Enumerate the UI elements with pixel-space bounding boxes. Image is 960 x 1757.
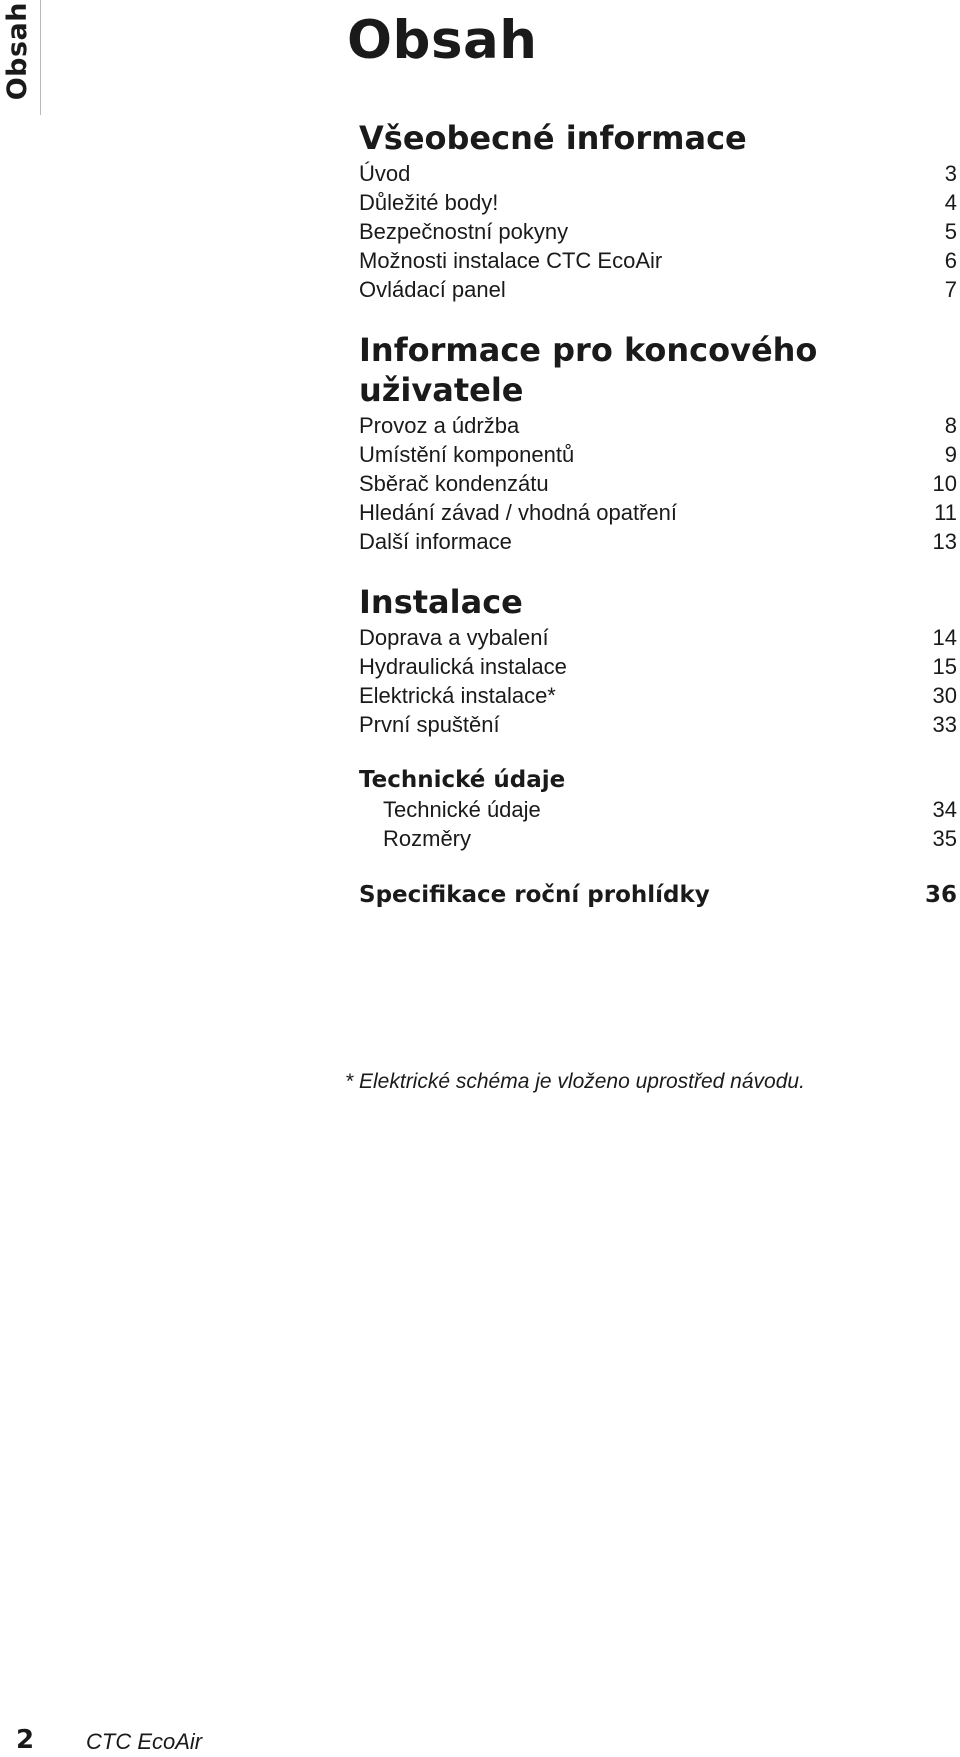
toc-entry[interactable]: Technické údaje 34 <box>383 797 957 822</box>
side-tab <box>0 0 41 115</box>
page-number: 34 <box>932 797 957 822</box>
page-number: 10 <box>932 471 957 496</box>
page-number: 4 <box>944 190 957 215</box>
page-number: 36 <box>924 882 957 908</box>
toc-entry[interactable]: Bezpečnostní pokyny 5 <box>359 219 957 244</box>
toc-entry-annual-inspection[interactable] <box>359 880 957 910</box>
page-number: 11 <box>934 500 957 525</box>
section-heading: Technické údaje <box>359 767 566 793</box>
page-title: Obsah <box>347 10 538 71</box>
page-number: 8 <box>944 413 957 438</box>
page-number: 9 <box>944 442 957 467</box>
toc-entry-title: Specifikace roční prohlídky <box>359 882 710 908</box>
page-number: 3 <box>944 161 957 186</box>
page-number: 6 <box>944 248 957 273</box>
page-number: 30 <box>932 683 957 708</box>
page-number: 15 <box>932 654 957 679</box>
page-number: 33 <box>932 712 957 737</box>
page-number: 7 <box>944 277 957 302</box>
toc-entry[interactable]: První spuštění 33 <box>359 712 957 737</box>
footer-product-name: CTC EcoAir <box>86 1729 203 1754</box>
section-end-user <box>359 330 957 556</box>
page-number: 5 <box>944 219 957 244</box>
section-installation <box>359 582 957 739</box>
footnote: * Elektrické schéma je vloženo uprostřed návodu. <box>345 1070 805 1093</box>
toc-entry[interactable]: Hydraulická instalace 15 <box>359 654 957 679</box>
section-heading: Instalace <box>359 583 523 621</box>
toc-entry[interactable]: Důležité body! 4 <box>359 190 957 215</box>
footer-page-number: 2 <box>16 1725 35 1755</box>
page-number: 13 <box>932 529 957 554</box>
toc-entry[interactable]: Sběrač kondenzátu 10 <box>359 471 957 496</box>
toc-entry[interactable]: Hledání závad / vhodná opatření 11 <box>359 500 957 525</box>
toc-entry[interactable]: Elektrická instalace* 30 <box>359 683 957 708</box>
toc-entry[interactable]: Možnosti instalace CTC EcoAir 6 <box>359 248 957 273</box>
section-general <box>359 118 957 304</box>
section-heading-continued: uživatele <box>359 371 524 409</box>
page-number: 35 <box>932 826 957 851</box>
table-of-contents <box>359 118 957 910</box>
toc-entry[interactable]: Provoz a údržba 8 <box>359 413 957 438</box>
toc-entry[interactable]: Úvod 3 <box>359 161 957 186</box>
section-heading: Informace pro koncového <box>359 331 818 369</box>
toc-entry[interactable]: Ovládací panel 7 <box>359 277 957 302</box>
toc-entry[interactable]: Další informace 13 <box>359 529 957 554</box>
toc-entry[interactable]: Doprava a vybalení 14 <box>359 625 957 650</box>
side-tab-label: Obsah <box>2 2 33 101</box>
toc-entry[interactable]: Rozměry 35 <box>383 826 957 851</box>
section-heading: Všeobecné informace <box>359 119 747 157</box>
toc-entry[interactable]: Umístění komponentů 9 <box>359 442 957 467</box>
section-technical <box>359 765 957 853</box>
page-number: 14 <box>932 625 957 650</box>
